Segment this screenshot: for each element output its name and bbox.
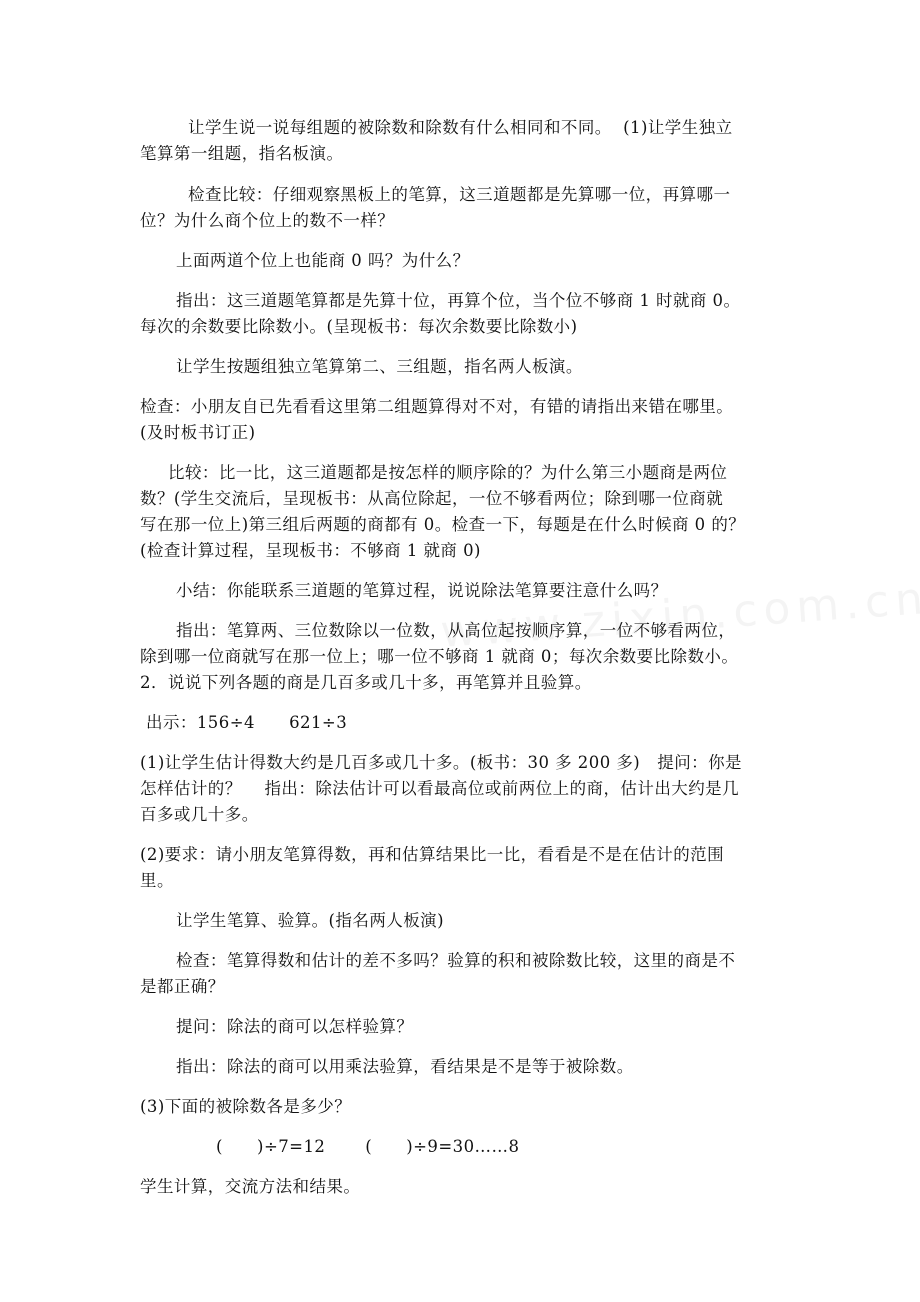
- text-line: 检查：笔算得数和估计的差不多吗？验算的积和被除数比较，这里的商是不: [176, 951, 736, 970]
- text-line: 除到哪一位商就写在那一位上；哪一位不够商 1 就商 0；每次余数要比除数小。: [140, 647, 739, 666]
- text-line: 比较：比一比，这三道题都是按怎样的顺序除的？为什么第三小题商是两位: [168, 463, 728, 482]
- text-line: 每次的余数要比除数小。(呈现板书：每次余数要比除数小): [140, 317, 578, 336]
- text-line: 提问：除法的商可以怎样验算？: [176, 1017, 414, 1036]
- text-line: 百多或几十多。: [140, 805, 259, 824]
- text-line: 让学生说一说每组题的被除数和除数有什么相同和不同。 (1)让学生独立: [188, 118, 733, 137]
- text-line: ( )÷7=12 ( )÷9=30……8: [216, 1137, 520, 1156]
- text-line: 上面两道个位上也能商 0 吗？为什么？: [176, 251, 470, 270]
- text-line: 小结：你能联系三道题的笔算过程，说说除法笔算要注意什么吗？: [176, 581, 668, 600]
- text-line: 位？为什么商个位上的数不一样？: [140, 211, 395, 230]
- text-line: 笔算第一组题，指名板演。: [140, 144, 344, 163]
- text-line: 检查比较：仔细观察黑板上的笔算，这三道题都是先算哪一位，再算哪一: [188, 185, 731, 204]
- text-line: 写在那一位上)第三组后两题的商都有 0。检查一下，每题是在什么时候商 0 的？: [140, 515, 746, 534]
- text-line: 检查：小朋友自已先看看这里第二组题算得对不对，有错的请指出来错在哪里。: [140, 397, 734, 416]
- text-line: 里。: [140, 871, 174, 890]
- text-line: (检查计算过程，呈现板书：不够商 1 就商 0): [140, 541, 481, 560]
- text-line: 2．说说下列各题的商是几百多或几十多，再笔算并且验算。: [140, 673, 592, 692]
- text-line: 怎样估计的？ 指出：除法估计可以看最高位或前两位上的商，估计出大约是几: [140, 779, 740, 798]
- text-line: 指出：这三道题笔算都是先算十位，再算个位，当个位不够商 1 时就商 0。: [176, 291, 741, 310]
- text-line: (3)下面的被除数各是多少？: [140, 1097, 352, 1116]
- text-line: 是都正确？: [140, 977, 225, 996]
- text-line: 让学生笔算、验算。(指名两人板演): [176, 911, 445, 930]
- text-line: (及时板书订正): [140, 423, 256, 442]
- text-line: 指出：除法的商可以用乘法验算，看结果是不是等于被除数。: [176, 1057, 634, 1076]
- text-line: 数？(学生交流后，呈现板书：从高位除起，一位不够看两位；除到哪一位商就: [140, 489, 724, 508]
- text-line: 让学生按题组独立笔算第二、三组题，指名两人板演。: [176, 357, 583, 376]
- text-line: (2)要求：请小朋友笔算得数，再和估算结果比一比，看看是不是在估计的范围: [140, 845, 725, 864]
- text-line: 学生计算，交流方法和结果。: [140, 1177, 361, 1196]
- text-line: 指出：笔算两、三位数除以一位数，从高位起按顺序算，一位不够看两位，: [176, 621, 736, 640]
- text-line: (1)让学生估计得数大约是几百多或几十多。(板书：30 多 200 多) 提问：你是: [140, 753, 743, 772]
- text-line: 出示：156÷4 621÷3: [146, 713, 348, 732]
